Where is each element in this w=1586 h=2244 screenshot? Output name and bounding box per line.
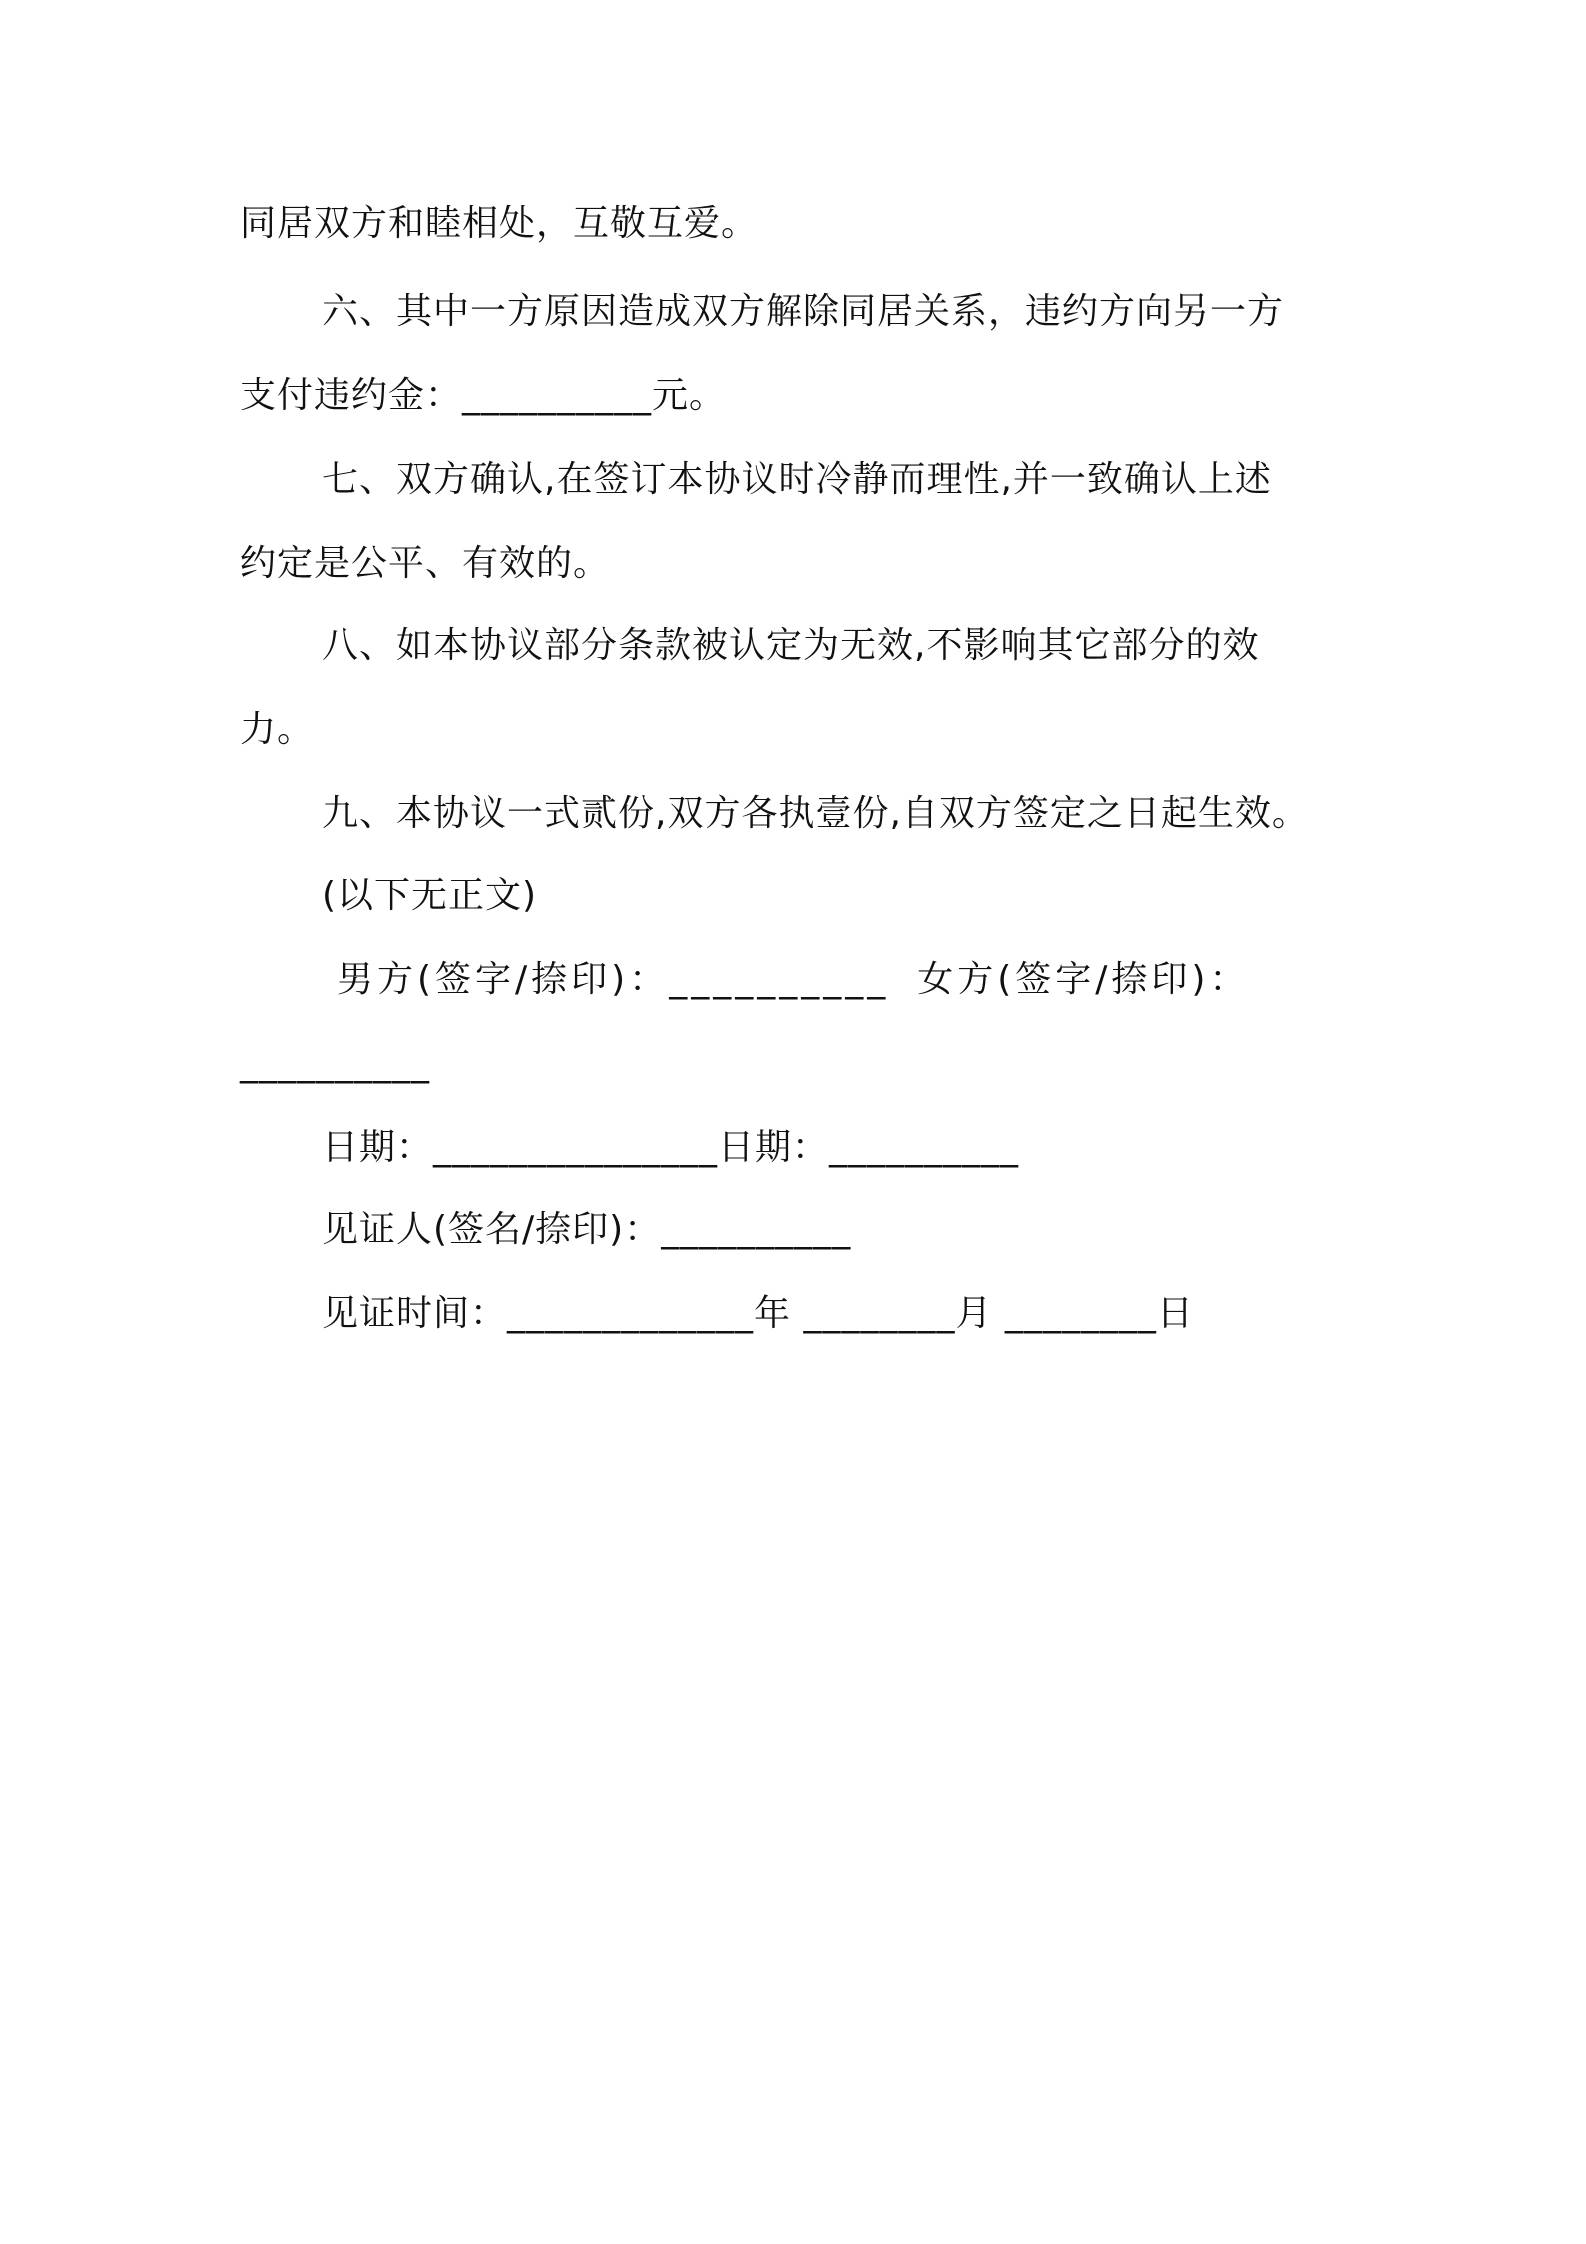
- signature-row: [337, 956, 1249, 1004]
- date-line: 日期：_______________日期：__________: [322, 1127, 1020, 1168]
- paragraph-line: 同居双方和睦相处，互敬互爱。: [240, 203, 759, 244]
- witness-time-line: 见证时间：_____________年 ________月 ________日: [322, 1293, 1194, 1334]
- clause-six-line: 六、其中一方原因造成双方解除同居关系，违约方向另一方: [322, 291, 1285, 332]
- witness-line: 见证人(签名/捺印)：__________: [322, 1209, 852, 1250]
- male-signature-field: 男方(签字/捺印)：__________: [337, 959, 890, 1000]
- clause-six-penalty-line: 支付违约金：__________元。: [240, 375, 727, 416]
- clause-eight-continuation: 力。: [240, 709, 315, 750]
- female-signature-label: 女方(签字/捺印)：: [917, 959, 1250, 1000]
- female-signature-blank: __________: [240, 1043, 430, 1084]
- no-further-text-note: (以下无正文): [322, 875, 538, 916]
- clause-seven-continuation: 约定是公平、有效的。: [240, 543, 611, 584]
- clause-eight-line: 八、如本协议部分条款被认定为无效,不影响其它部分的效: [322, 625, 1260, 666]
- clause-seven-line: 七、双方确认,在签订本协议时冷静而理性,并一致确认上述: [322, 459, 1272, 500]
- clause-nine-line: 九、本协议一式贰份,双方各执壹份,自双方签定之日起生效。: [322, 793, 1309, 834]
